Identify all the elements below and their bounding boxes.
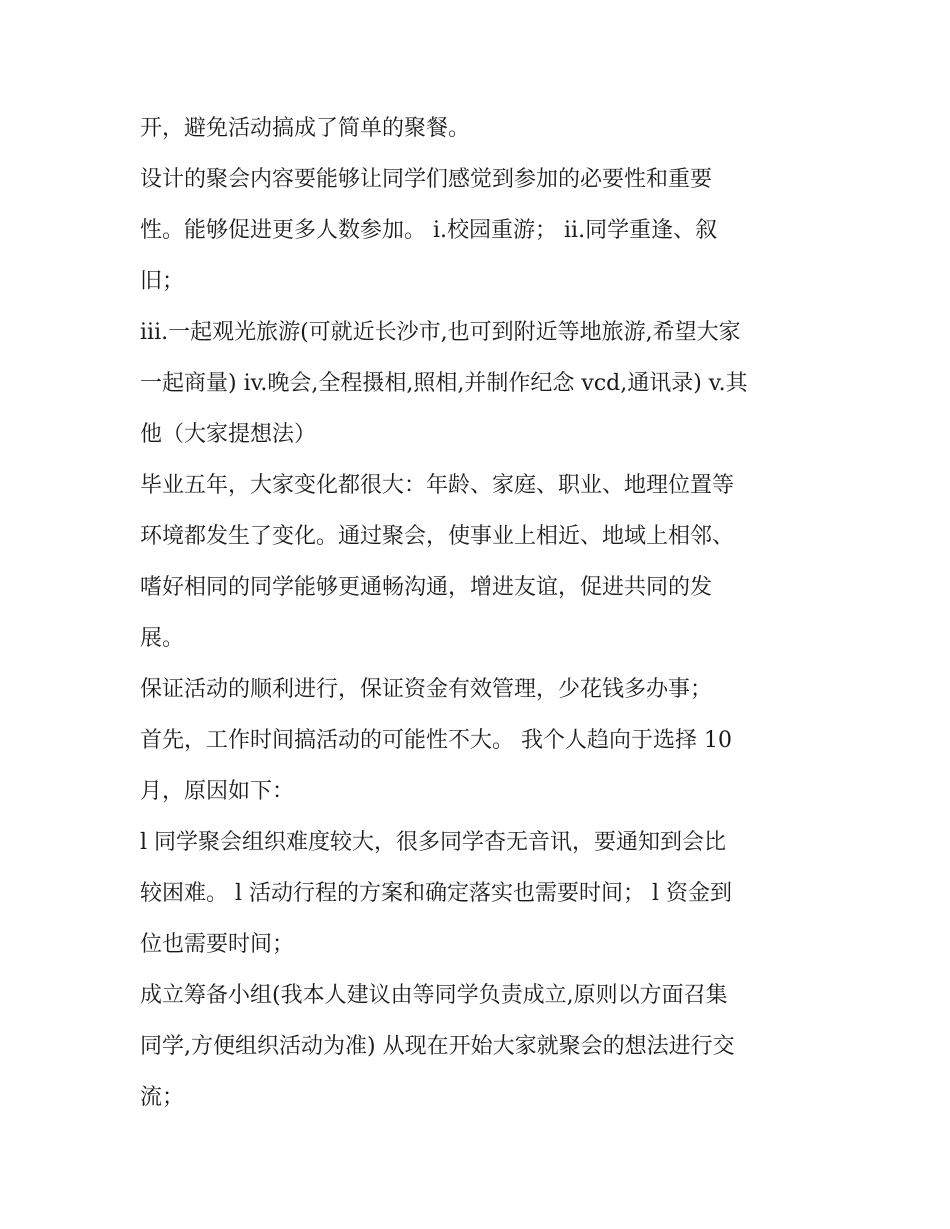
text-line: 嗜好相同的同学能够更通畅沟通，增进友谊，促进共同的发: [140, 575, 713, 600]
text-line: 他（大家提想法）: [140, 422, 317, 447]
text-line: 设计的聚会内容要能够让同学们感觉到参加的必要性和重要: [140, 167, 713, 192]
text-line: 展。: [140, 626, 185, 651]
text-line: 首先，工作时间搞活动的可能性不大。 我个人趋向于选择 10: [140, 728, 732, 753]
text-line: 成立筹备小组(我本人建议由等同学负责成立,原则以方面召集: [140, 983, 728, 1008]
text-line: l 同学聚会组织难度较大，很多同学杳无音讯，要通知到会比: [140, 830, 727, 855]
text-line: 较困难。 l 活动行程的方案和确定落实也需要时间； l 资金到: [140, 881, 733, 906]
text-line: 保证活动的顺利进行，保证资金有效管理，少花钱多办事；: [140, 677, 713, 702]
text-line: iii.一起观光旅游(可就近长沙市,也可到附近等地旅游,希望大家: [140, 320, 741, 345]
text-line: 开，避免活动搞成了简单的聚餐。: [140, 116, 471, 141]
text-line: 月，原因如下：: [140, 779, 295, 804]
text-line: 位也需要时间；: [140, 932, 295, 957]
text-line: 一起商量) iv.晚会,全程摄相,照相,并制作纪念 vcd,通讯录) v.其: [140, 371, 748, 396]
text-line: 性。能够促进更多人数参加。 i.校园重游； ii.同学重逢、叙: [140, 218, 718, 243]
text-line: 环境都发生了变化。通过聚会，使事业上相近、地域上相邻、: [140, 524, 735, 549]
text-line: 同学,方便组织活动为准) 从现在开始大家就聚会的想法进行交: [140, 1034, 735, 1059]
text-line: 毕业五年，大家变化都很大：年龄、家庭、职业、地理位置等: [140, 473, 735, 498]
text-line: 旧；: [140, 269, 185, 294]
text-line: 流；: [140, 1085, 185, 1110]
